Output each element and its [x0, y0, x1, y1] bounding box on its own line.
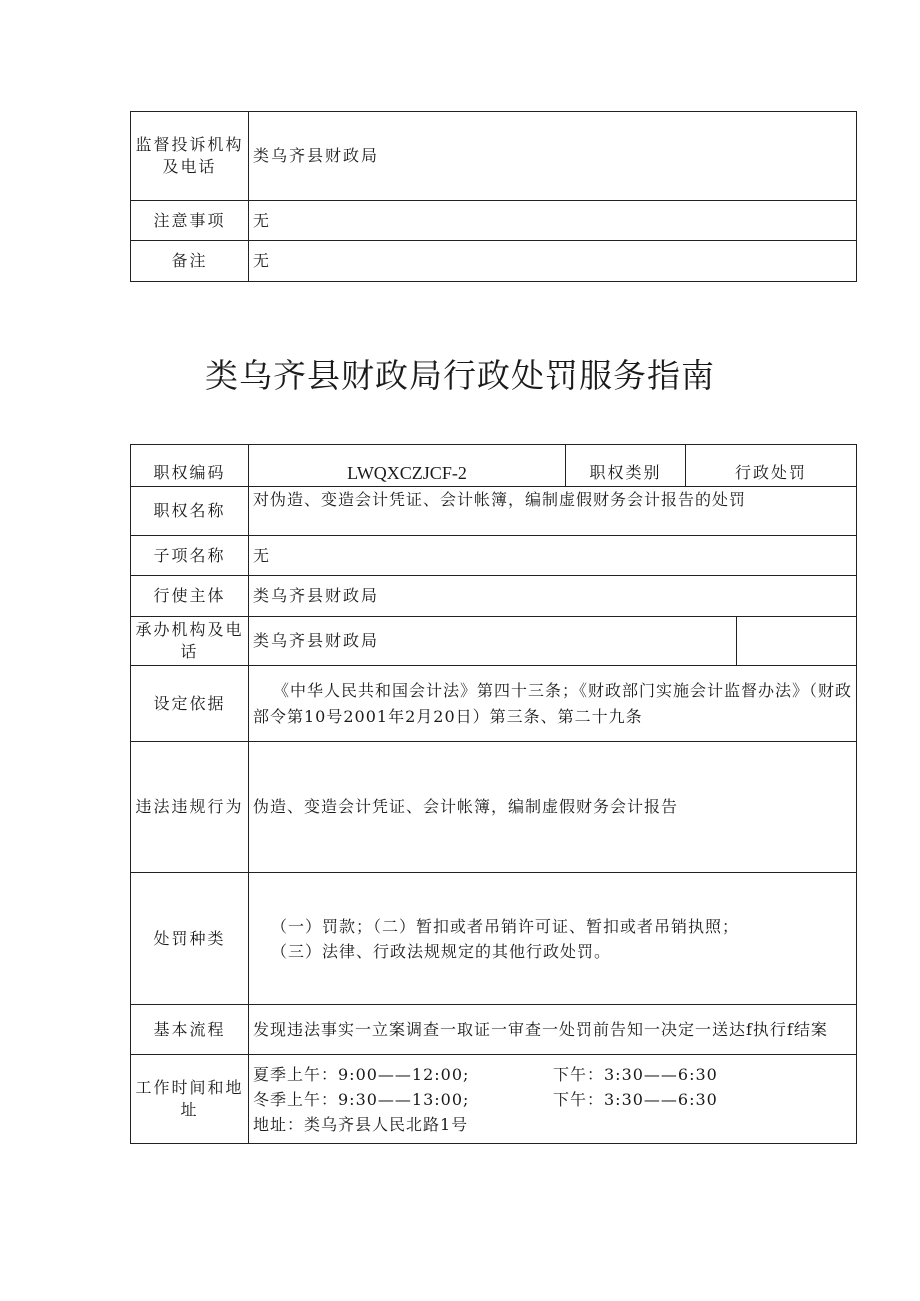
violation-label: 违法违规行为 — [131, 742, 249, 873]
table-row — [131, 666, 857, 742]
table-row — [131, 1005, 857, 1055]
remarks-label: 备注 — [131, 241, 249, 282]
table-row — [131, 241, 857, 282]
notes-label: 注意事项 — [131, 201, 249, 241]
subitem-label: 子项名称 — [131, 536, 249, 576]
penalty-label: 处罚种类 — [131, 873, 249, 1005]
table-row — [131, 445, 857, 487]
supervision-table — [130, 111, 857, 282]
violation-value: 伪造、变造会计凭证、会计帐簿，编制虚假财务会计报告 — [249, 742, 857, 873]
supervision-label: 监督投诉机构及电话 — [131, 112, 249, 201]
table-row — [131, 617, 857, 666]
service-guide-table — [130, 444, 857, 1144]
table-row — [131, 201, 857, 241]
table-row — [131, 536, 857, 576]
process-label: 基本流程 — [131, 1005, 249, 1055]
basis-label: 设定依据 — [131, 666, 249, 742]
hours-label: 工作时间和地址 — [131, 1055, 249, 1144]
winter-pm: 下午：3:30——6:30 — [553, 1089, 718, 1109]
name-label: 职权名称 — [131, 487, 249, 536]
hours-value — [249, 1055, 857, 1144]
process-value: 发现违法事实一立案调查一取证一审查一处罚前告知一决定一送达f执行f结案 — [249, 1005, 857, 1055]
table-row — [131, 1055, 857, 1144]
agency-value: 类乌齐县财政局 — [249, 617, 737, 666]
subject-value: 类乌齐县财政局 — [249, 576, 857, 617]
supervision-value: 类乌齐县财政局 — [249, 112, 857, 201]
category-value: 行政处罚 — [686, 445, 857, 487]
summer-pm: 下午：3:30——6:30 — [553, 1064, 718, 1084]
basis-value: 《中华人民共和国会计法》第四十三条；《财政部门实施会计监督办法》（财政部令第10号2001年2月20日）第三条、第二十九条 — [249, 666, 857, 742]
subject-label: 行使主体 — [131, 576, 249, 617]
code-value: LWQXCZJCF-2 — [249, 445, 566, 487]
agency-phone-cell — [737, 617, 857, 666]
code-label: 职权编码 — [131, 445, 249, 487]
page-title: 类乌齐县财政局行政处罚服务指南 — [205, 356, 715, 395]
agency-label: 承办机构及电话 — [131, 617, 249, 666]
table-row — [131, 487, 857, 536]
subitem-value: 无 — [249, 536, 857, 576]
table-row — [131, 576, 857, 617]
address: 地址：类乌齐县人民北路1号 — [253, 1114, 469, 1134]
notes-value: 无 — [249, 201, 857, 241]
penalty-line-1: （一）罚款；（二）暂扣或者吊销许可证、暂扣或者吊销执照； — [271, 916, 740, 936]
remarks-value: 无 — [249, 241, 857, 282]
winter-am: 冬季上午：9:30——13:00; — [253, 1089, 470, 1109]
name-value: 对伪造、变造会计凭证、会计帐簿，编制虚假财务会计报告的处罚 — [249, 487, 857, 536]
table-row — [131, 112, 857, 201]
table-row — [131, 742, 857, 873]
table-row — [131, 873, 857, 1005]
penalty-line-2: （三）法律、行政法规规定的其他行政处罚。 — [271, 941, 612, 961]
penalty-value — [249, 873, 857, 1005]
category-label: 职权类别 — [566, 445, 686, 487]
summer-am: 夏季上午：9:00——12:00; — [253, 1064, 470, 1084]
